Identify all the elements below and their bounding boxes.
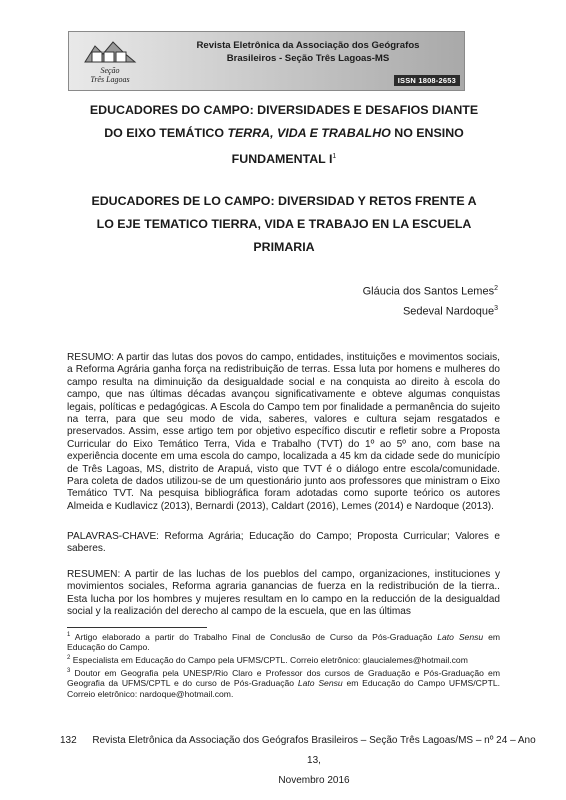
author-1 <box>363 282 498 299</box>
title-es-line-2: LO EJE TEMATICO TIERRA, VIDA E TRABAJO EN LA ESCUELA <box>96 217 472 231</box>
title-es-line-3: PRIMARIA <box>253 240 315 254</box>
title-footnote-mark[interactable]: 1 <box>332 153 337 160</box>
page-number: 132 <box>60 735 77 746</box>
footnotes <box>67 630 500 700</box>
footer-line-2: Novembro 2016 <box>278 775 350 786</box>
author-name: Sedeval Nardoque <box>402 305 495 318</box>
logo-line-2: Três Lagoas <box>90 75 130 84</box>
title-es-line-1: EDUCADORES DE LO CAMPO: DIVERSIDAD Y RETOS FRENTE A <box>91 194 477 208</box>
title-pt-line-2: DO EIXO TEMÁTICO TERRA, VIDA E TRABALHO NO ENSINO <box>104 126 464 140</box>
footnote-2: $^2$ Especialista em Educação do Campo pela UFMS/CPTL. Correio eletrônico: glaucialemes@hotmail.com <box>67 655 468 666</box>
author-name: Gláucia dos Santos Lemes <box>362 285 495 298</box>
journal-header-banner <box>68 31 465 91</box>
title-pt-line-1: EDUCADORES DO CAMPO: DIVERSIDADES E DESAFIOS DIANTE <box>89 103 479 117</box>
footnote-1: $^1$ Artigo elaborado a partir do Trabalho Final de Conclusão de Curso da Pós-Graduação Lato Sensu em Educação do Campo. <box>67 631 501 653</box>
abstract-es: RESUMEN: A partir de las luchas de los pueblos del campo, organizaciones, instituciones y movimientos sociales, Reforma agraria ganancias de fuerza en la redistribución de la tierra.. Esta lucha por los hombres y mujeres resultam en lo campo en la reducción de la desigualdad social y la realización del derecho al campo de la escuela, que en las últimas <box>67 569 500 618</box>
logo-line-1: Seção <box>100 66 120 75</box>
abstract-pt: RESUMO: A partir das lutas dos povos do campo, entidades, instituições e movimentos sociais, a Reforma Agrária ganha força na redistribuição de terras. Essa luta por homens e mulheres do campo resulta na diminuição da desigualdade social e na conquista ao direito à escola do campo, que nas últimas décadas avançou significativamente e obteve algumas conquistas legais, políticas e pedagógicas. A Escola do Campo tem por finalidade a permanência do sujeito na terra, para que seu modo de vida, saberes, valores e cultura sejam resgatados e preservados. Assim, esse artigo tem por objetivo específico discutir e refletir sobre a Proposta Curricular do Eixo Temático Terra, Vida e Trabalho (TVT) do 1º ao 5º ano, com base na experiência docente em uma escola do campo, localizada a 45 km da cidade sede do município de Três Lagoas, MS, distrito de Arapuá, visto que TVT é o diálogo entre escola/comunidade. Para coleta de dados utilizou-se de um questionário junto aos professores que ministram o Eixo Temático TVT. Na pesquisa bibliográfica foram adotadas como suporte teórico os autores Almeida e Kudlavicz (2013), Bernardi (2013), Caldart (2016), Lemes (2014) e Nardoque (2013). <box>67 352 500 512</box>
author-footnote-mark[interactable]: 2 <box>494 285 498 292</box>
issn-badge: ISSN 1808-2653 <box>394 75 460 86</box>
footnote-divider <box>67 627 207 628</box>
title-pt-italic: TERRA, VIDA E TRABALHO <box>227 126 391 140</box>
journal-title-line-1: Revista Eletrônica da Associação dos Geógrafos <box>196 40 420 51</box>
title-pt-line-3: FUNDAMENTAL $I^1$ <box>231 152 337 167</box>
article-title-es <box>64 190 504 259</box>
article-title-pt <box>64 99 504 171</box>
author-2 <box>403 302 498 319</box>
author-footnote-mark[interactable]: 3 <box>494 305 498 312</box>
footnote-3: $^3$ Doutor em Geografia pela UNESP/Rio Claro e Professor dos cursos de Graduação e Pós-Graduação em Geografia da UFMS/CPTL e do curso de Pós-Graduação Lato Sensu em Educação do Campo UFMS/CPTL. Correio eletrônico: nardoque@hotmail.com. <box>67 668 500 699</box>
journal-title-line-2: Brasileiros - Seção Três Lagoas-MS <box>226 53 390 64</box>
agb-logo <box>75 38 145 86</box>
footer-line-1: Revista Eletrônica da Associação dos Geógrafos Brasileiros – Seção Três Lagoas/MS – nº 24 – Ano 13, <box>92 735 536 766</box>
keywords: PALAVRAS-CHAVE: Reforma Agrária; Educação do Campo; Proposta Curricular; Valores e saberes. <box>67 531 500 555</box>
agb-logo-icon <box>83 40 137 66</box>
